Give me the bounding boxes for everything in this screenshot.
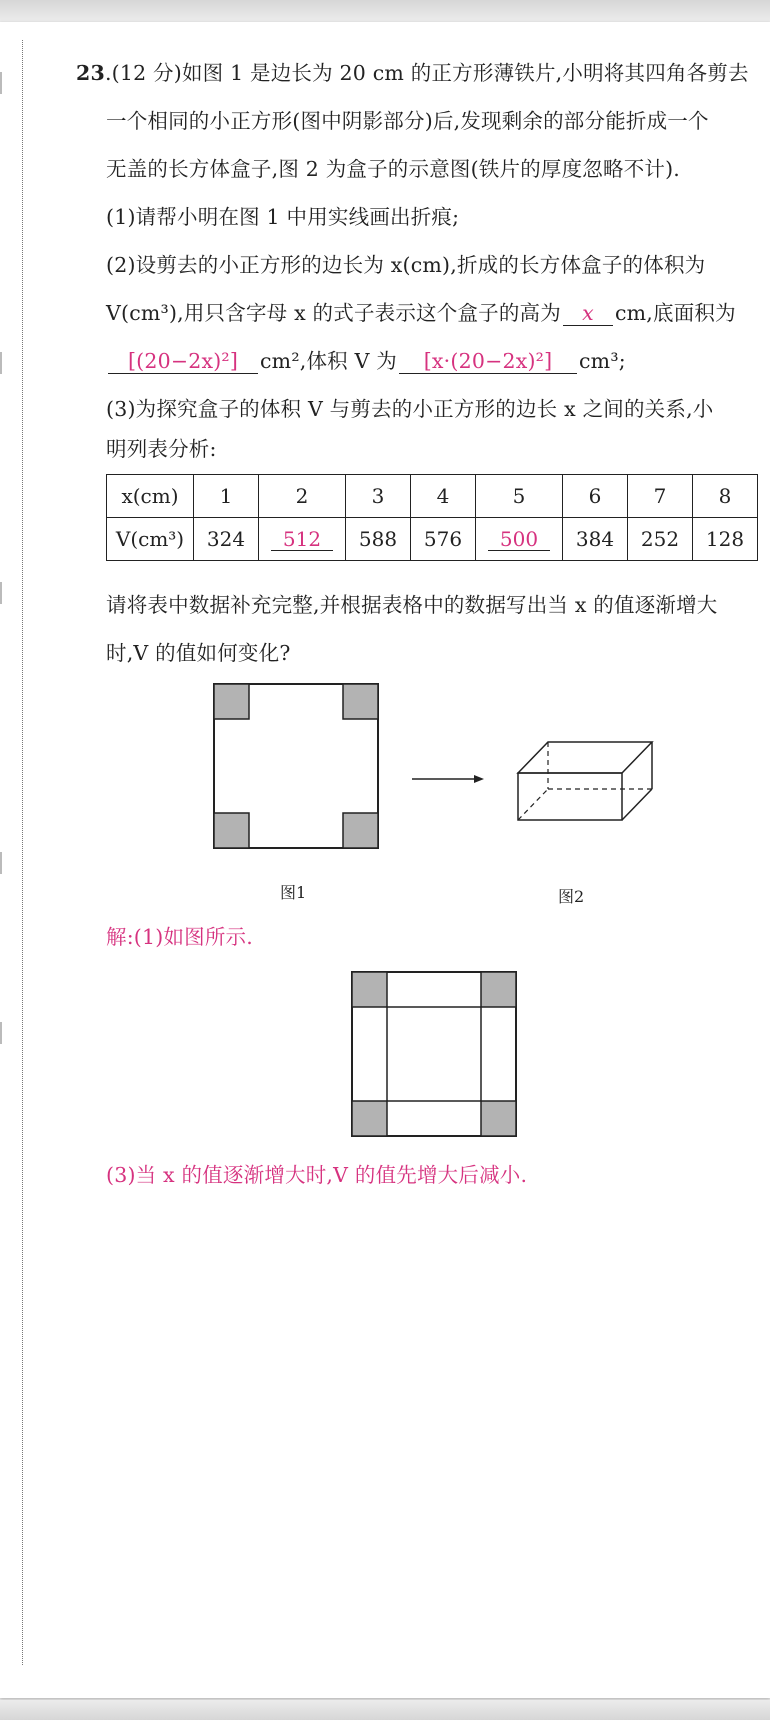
cut-corner-top-right (343, 684, 378, 719)
answer-value: 512 (271, 528, 333, 551)
cut-corner-bottom-left (214, 813, 249, 848)
document-page (0, 22, 770, 1698)
table-cell-answer (259, 518, 346, 561)
right-arrow-icon (410, 772, 486, 786)
question-points: .(12 分) (104, 61, 182, 85)
table-cell: 3 (346, 475, 411, 518)
stem-text-1: 如图 1 是边长为 20 cm 的正方形薄铁片,小明将其四角各剪去 (181, 61, 749, 85)
table-row-x (107, 475, 758, 518)
height-answer-blank: x (563, 301, 613, 326)
part2-line-3 (106, 348, 626, 374)
table-cell: 1 (194, 475, 259, 518)
table-cell: 5 (476, 475, 563, 518)
table-cell: 324 (194, 518, 259, 561)
table-cell: 2 (259, 475, 346, 518)
table-cell: 576 (411, 518, 476, 561)
table-cell-answer (476, 518, 563, 561)
table-cell: 588 (346, 518, 411, 561)
question-stem-line-3: 无盖的长方体盒子,图 2 为盒子的示意图(铁片的厚度忽略不计). (106, 157, 681, 181)
part2-volume-unit: cm³; (579, 349, 626, 373)
solution-figure-folds (350, 970, 520, 1140)
table-cell: 128 (693, 518, 758, 561)
part3-line-2: 明列表分析: (106, 437, 217, 461)
figure-1-square (212, 682, 382, 852)
figure-1-caption: 图1 (280, 883, 307, 902)
part2-line-1: (2)设剪去的小正方形的边长为 x(cm),折成的长方体盒子的体积为 (106, 253, 706, 277)
part2-line-2 (106, 300, 736, 326)
table-cell: 384 (563, 518, 628, 561)
cut-corner-bottom-right (343, 813, 378, 848)
figure-2-caption: 图2 (558, 887, 585, 906)
solution-part1: 解:(1)如图所示. (106, 925, 253, 949)
table-cell: 252 (628, 518, 693, 561)
part2-area-prompt: cm,底面积为 (614, 301, 736, 325)
table-cell: 6 (563, 475, 628, 518)
top-bar (0, 0, 770, 22)
table-cell: 8 (693, 475, 758, 518)
table-cell: 7 (628, 475, 693, 518)
binding-margin-line (22, 40, 23, 1665)
after-table-line-1: 请将表中数据补充完整,并根据表格中的数据写出当 x 的值逐渐增大 (106, 593, 718, 617)
solution-part3: (3)当 x 的值逐渐增大时,V 的值先增大后减小. (106, 1163, 528, 1187)
table-header-x: x(cm) (107, 475, 194, 518)
table-row-v (107, 518, 758, 561)
part2-height-prompt: V(cm³),用只含字母 x 的式子表示这个盒子的高为 (106, 301, 561, 325)
answer-value: 500 (488, 528, 550, 551)
area-answer-blank: [(20−2x)²] (108, 349, 258, 374)
page-edge-marks (0, 22, 8, 1698)
volume-answer-blank: [x·(20−2x)²] (399, 349, 577, 374)
part1-text: (1)请帮小明在图 1 中用实线画出折痕; (106, 205, 460, 229)
question-stem-line-2: 一个相同的小正方形(图中阴影部分)后,发现剩余的部分能折成一个 (106, 109, 709, 133)
table-cell: 4 (411, 475, 476, 518)
cut-corner-top-left (214, 684, 249, 719)
part3-line-1: (3)为探究盒子的体积 V 与剪去的小正方形的边长 x 之间的关系,小 (106, 397, 714, 421)
after-table-line-2: 时,V 的值如何变化? (106, 641, 291, 665)
question-stem-line-1 (76, 60, 749, 86)
bottom-bar (0, 1700, 770, 1720)
question-number: 23 (76, 61, 105, 85)
data-table (106, 474, 758, 561)
table-header-v: V(cm³) (107, 518, 194, 561)
part2-volume-prompt: cm²,体积 V 为 (260, 349, 397, 373)
figure-2-box (516, 738, 656, 824)
